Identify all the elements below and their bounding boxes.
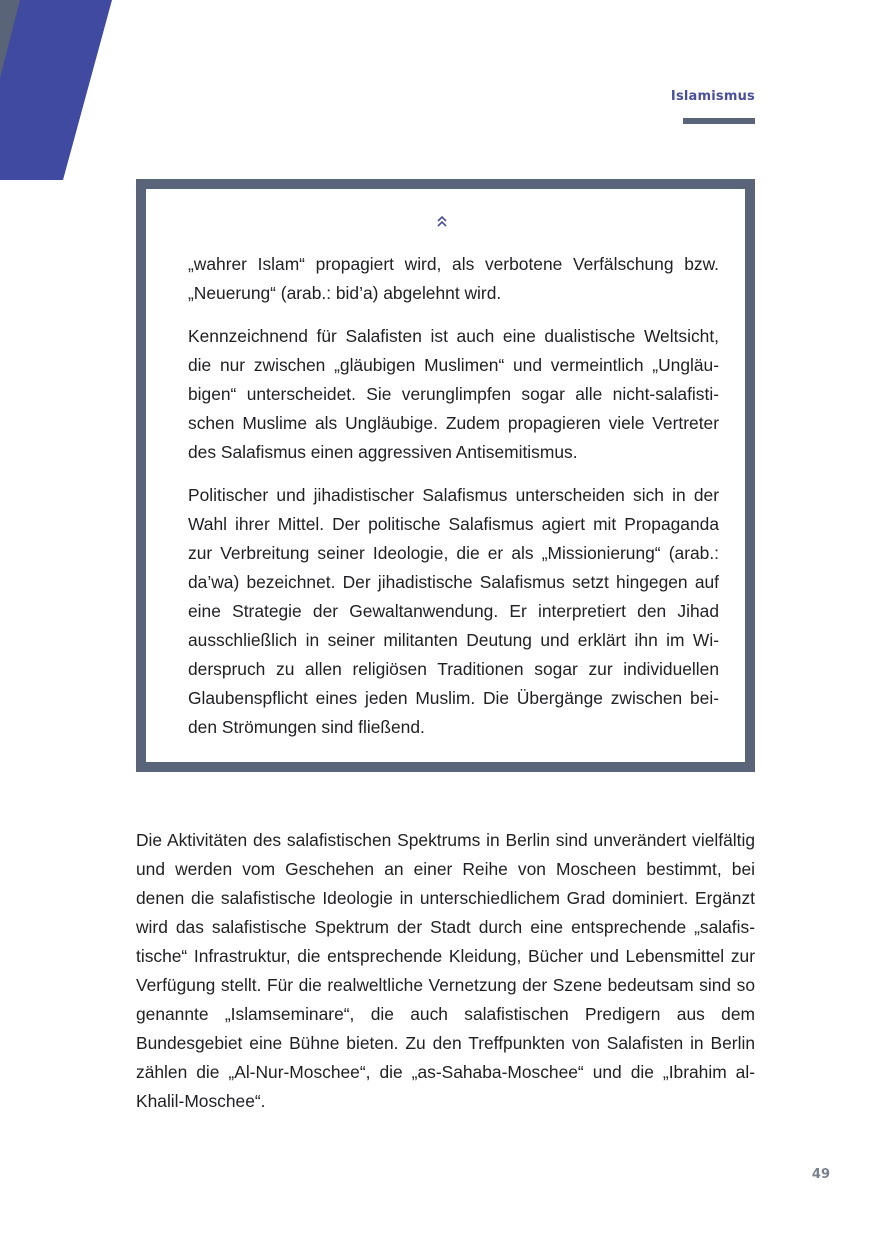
body-text	[136, 826, 755, 1116]
info-box-paragraph: Politischer und jihadistischer Salafismus unterscheiden sich in der Wahl ihrer Mittel. Der politische Salafismus agiert mit Propaganda zur Verbreitung seiner Ideologie, die er als „Missionierung“ (arab.: da’wa) bezeichnet. Der jihadistische Salafismus setzt hingegen auf eine Strategie der Gewaltanwendung. Er interpretiert den Jihad ausschließlich in seiner militanten Deutung und erklärt ihn im Widerspruch zu allen religiösen Traditionen sogar zur individuellen Glaubenspflicht eines jeden Muslim. Die Übergänge zwischen beiden Strömungen sind fließend.	[188, 485, 719, 737]
info-box-paragraph: „wahrer Islam“ propagiert wird, als verbotene Verfälschung bzw. „Neuerung“ (arab.: bid’a) abgelehnt wird.	[188, 254, 719, 303]
corner-decoration	[0, 0, 120, 180]
section-title-underline	[683, 118, 755, 124]
info-box-text	[188, 250, 719, 756]
page-number: 49	[811, 1167, 830, 1182]
info-box	[136, 179, 755, 772]
info-box-paragraph: Kennzeichnend für Salafisten ist auch eine dualistische Weltsicht, die nur zwischen „gläubigen Muslimen“ und vermeintlich „Ungläubigen“ unterscheidet. Sie verunglimpfen sogar alle nicht-salafistischen Muslime als Ungläubige. Zudem propagieren viele Vertreter des Salafismus einen aggressiven Antisemitismus.	[188, 326, 719, 462]
body-paragraph: Die Aktivitäten des salafistischen Spektrums in Berlin sind unverändert vielfältig und werden vom Geschehen an einer Reihe von Moscheen bestimmt, bei denen die salafistische Ideologie in unterschiedlichem Grad dominiert. Ergänzt wird das salafistische Spektrum der Stadt durch eine entsprechende „salafistische“ Infrastruktur, die entsprechende Kleidung, Bücher und Lebensmittel zur Verfügung stellt. Für die realweltliche Vernetzung der Szene bedeutsam sind so genannte „Islamseminare“, die auch salafistischen Predigern aus dem Bundesgebiet eine Bühne bieten. Zu den Treffpunkten von Salafisten in Berlin zählen die „Al-Nur-Moschee“, die „as-Sahaba-Moschee“ und die „Ibrahim al-Khalil-Moschee“.	[136, 830, 755, 1111]
section-title: Islamismus	[670, 89, 755, 104]
double-chevron-up-icon	[435, 214, 449, 230]
